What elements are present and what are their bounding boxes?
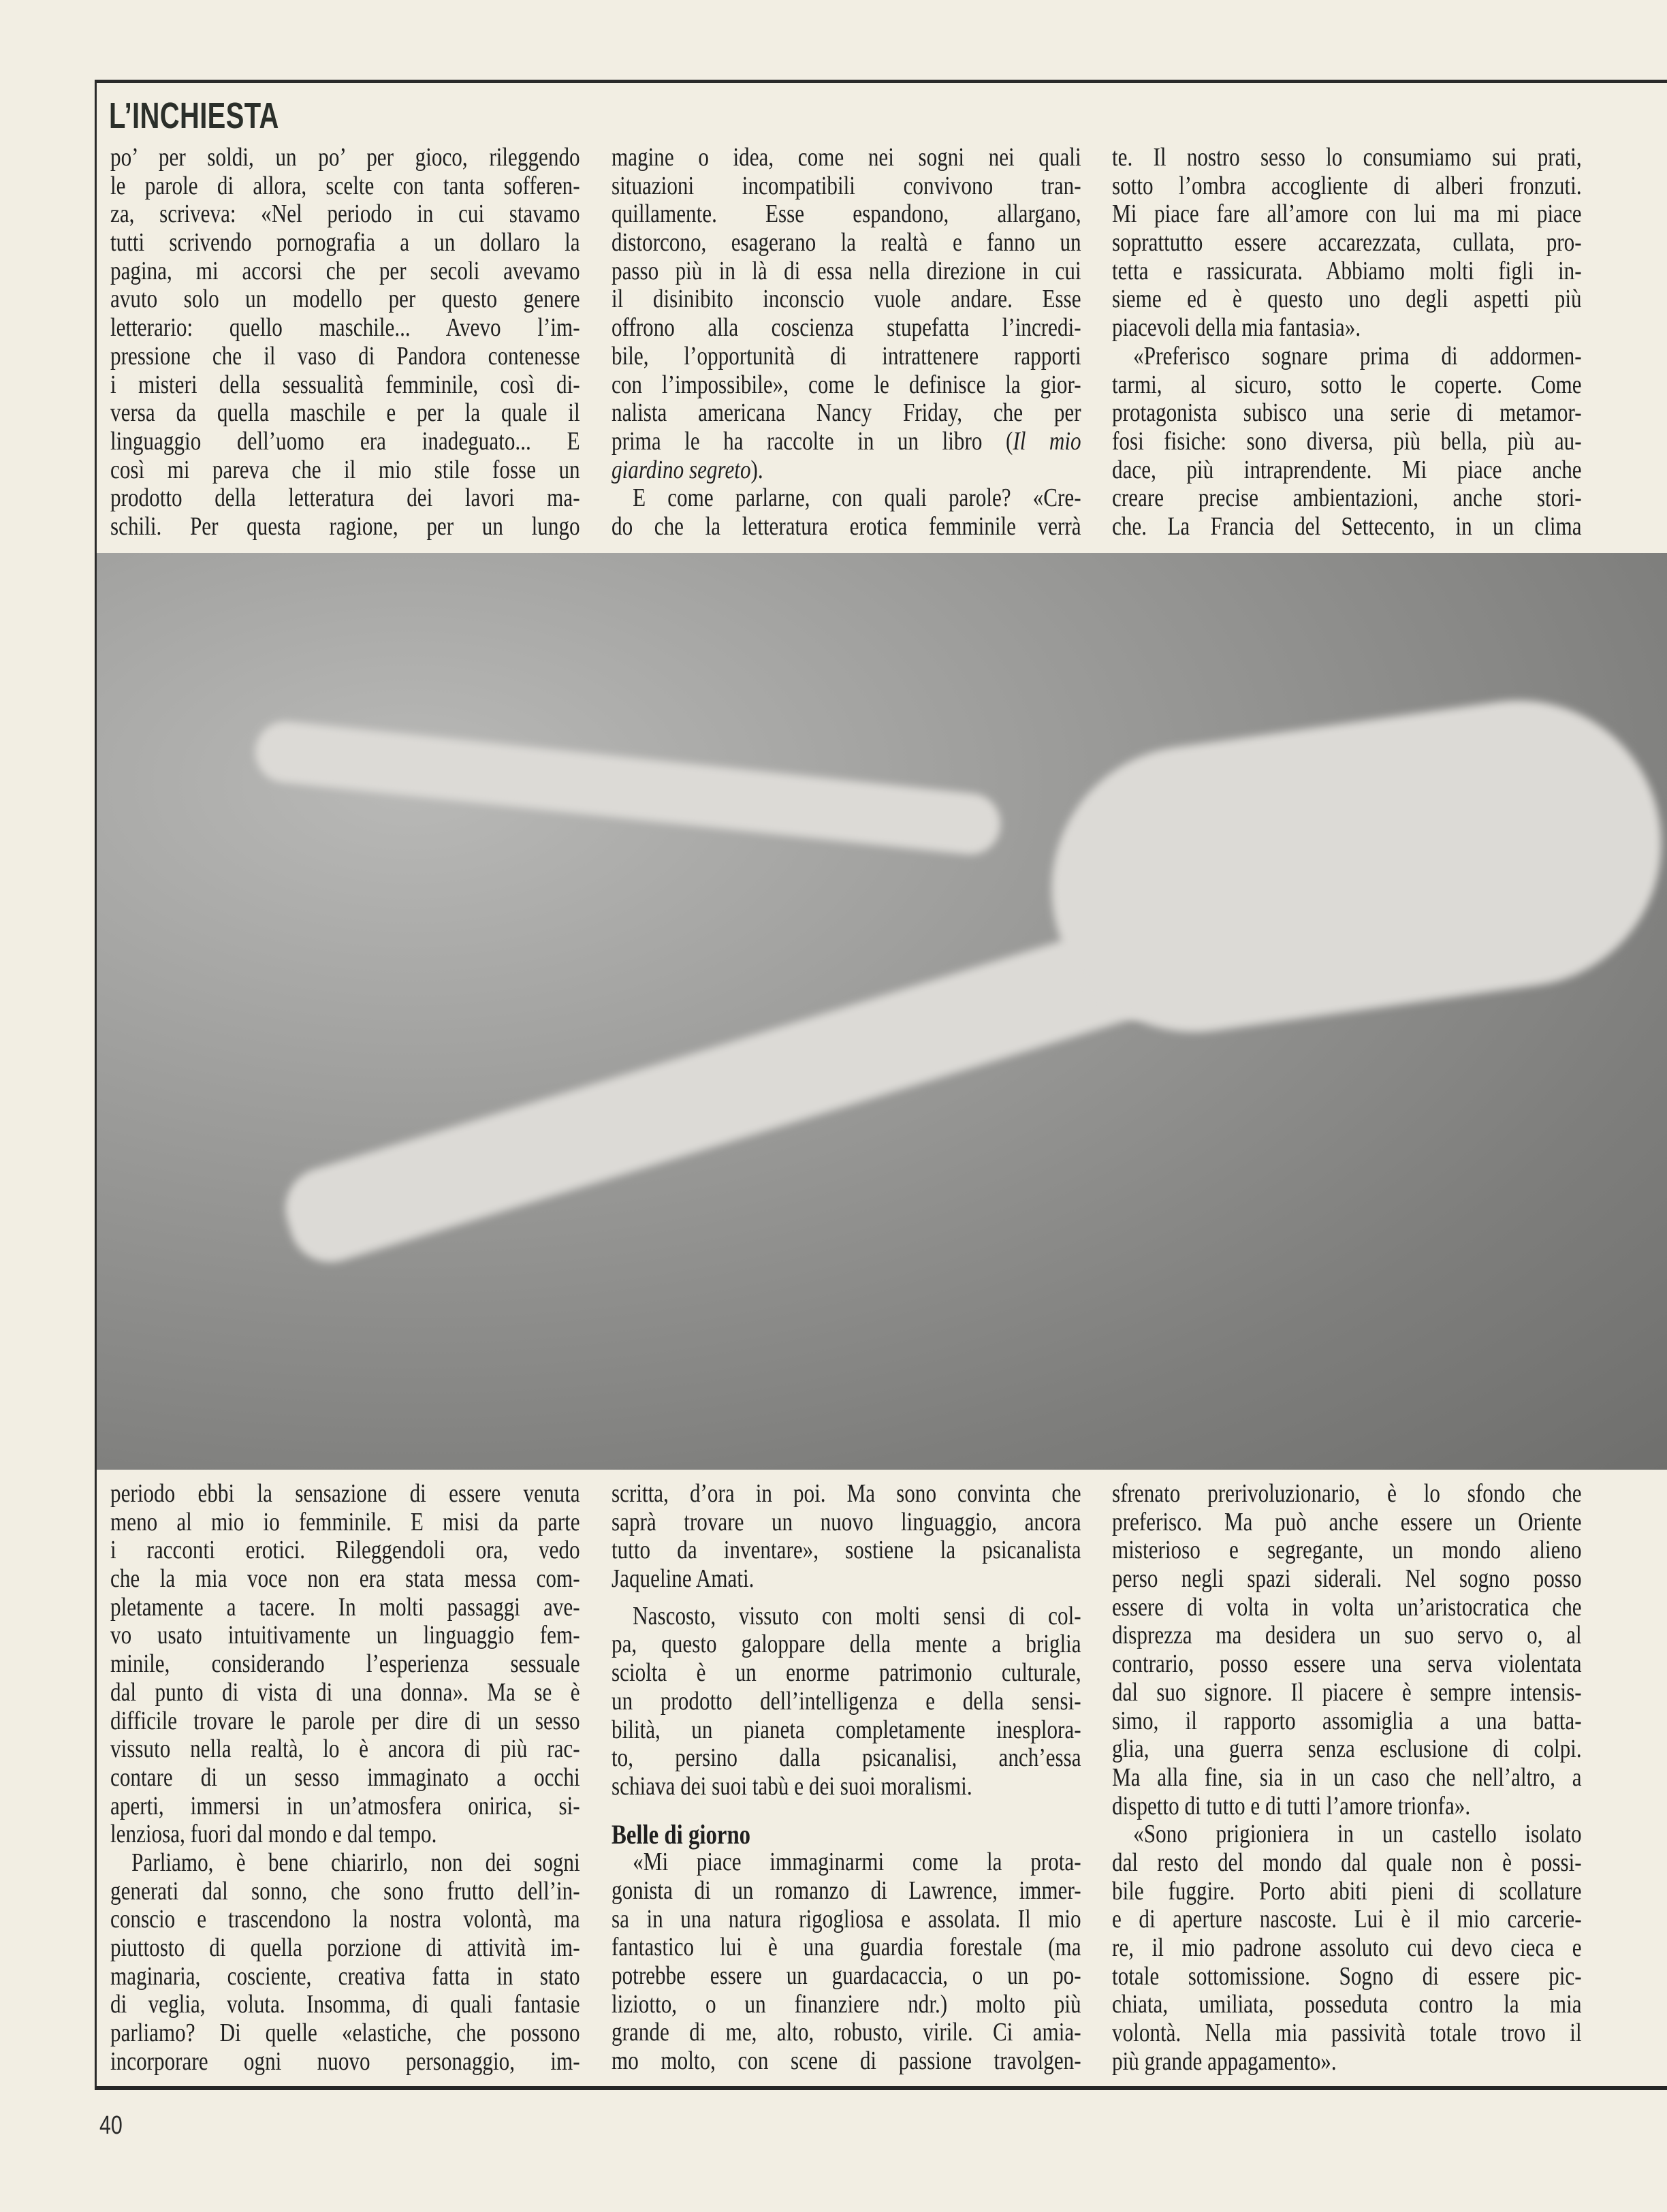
text-line: fosi fisiche: sono diversa, più bella, più au- xyxy=(1112,426,1582,456)
text-line: gonista di un romanzo di Lawrence, immer- xyxy=(612,1876,1081,1905)
text-line: chiata, umiliata, posseduta contro la mia xyxy=(1112,1990,1582,2019)
article-column-1-bottom xyxy=(110,1480,580,2076)
text-line: «Sono prigioniera in un castello isolato xyxy=(1133,1820,1582,1849)
text-line: contrario, posso essere una serva violentata xyxy=(1112,1649,1582,1679)
text-line: misterioso e segregante, un mondo alieno xyxy=(1112,1536,1582,1565)
text-line: schili. Per questa ragione, per un lungo xyxy=(110,511,580,541)
text-line: che la mia voce non era stata messa com- xyxy=(110,1564,580,1594)
photo-highlight xyxy=(252,718,1003,857)
text-line: bile fuggire. Porto abiti pieni di scollature xyxy=(1112,1876,1582,1906)
text-line: fantastico lui è una guardia forestale (ma xyxy=(612,1933,1081,1962)
bottom-rule xyxy=(95,2086,1667,2090)
text-line: più grande appagamento». xyxy=(1112,2047,1337,2076)
text-line: di veglia, voluta. Insomma, di quali fantasie xyxy=(110,1990,580,2019)
article-column-3-top xyxy=(1112,144,1582,541)
text-line: i racconti erotici. Rileggendoli ora, vedo xyxy=(110,1536,580,1565)
text-line: tutti scrivendo pornografia a un dollaro la xyxy=(110,228,580,257)
text-line: incorporare ogni nuovo personaggio, im- xyxy=(110,2047,580,2076)
text-line: nalista americana Nancy Friday, che per xyxy=(612,398,1081,428)
text-span: prima le ha raccolte in un libro ( xyxy=(612,426,1013,456)
text-line: e di aperture nascoste. Lui è il mio carcerie- xyxy=(1112,1905,1582,1934)
text-line: «Mi piace immaginarmi come la prota- xyxy=(633,1848,1081,1877)
text-line: Nascosto, vissuto con molti sensi di col- xyxy=(633,1601,1081,1630)
text-line: che. La Francia del Settecento, in un clima xyxy=(1112,511,1582,541)
text-line: tutto da inventare», sostiene la psicanalista xyxy=(612,1536,1081,1565)
text-line: protagonista subisco una serie di metamor- xyxy=(1112,398,1582,428)
text-line: glia, una guerra senza esclusione di colpi. xyxy=(1112,1735,1582,1764)
text-line: saprà trovare un nuovo linguaggio, ancora xyxy=(612,1507,1081,1536)
text-line: pressione che il vaso di Pandora contenesse xyxy=(110,341,580,370)
text-line: passo più in là di essa nella direzione in cui xyxy=(612,256,1081,285)
text-line: essere di volta in volta un’aristocratica che xyxy=(1112,1592,1582,1622)
text-line: scritta, d’ora in poi. Ma sono convinta che xyxy=(612,1479,1081,1508)
text-line: re, il mio padrone assoluto cui devo cieca e xyxy=(1112,1933,1582,1962)
subheading: Belle di giorno xyxy=(612,1818,751,1850)
text-line: situazioni incompatibili convivono tran- xyxy=(612,171,1081,200)
paragraph xyxy=(612,1848,1081,2076)
text-line: sotto l’ombra accogliente di alberi fronzuti. xyxy=(1112,171,1582,200)
text-line: generati dal sonno, che sono frutto dell’in- xyxy=(110,1876,580,1906)
text-line: do che la letteratura erotica femminile verrà xyxy=(612,511,1081,541)
text-line: piuttosto di quella porzione di attività im- xyxy=(110,1933,580,1962)
text-line: mo molto, con scene di passione travolgen- xyxy=(612,2047,1081,2076)
text-line: bile, l’opportunità di intrattenere rapporti xyxy=(612,341,1081,370)
text-line: bilità, un pianeta completamente inesplora- xyxy=(612,1715,1081,1744)
top-rule xyxy=(95,80,1667,83)
text-line: dal punto di vista di una donna». Ma se è xyxy=(110,1677,580,1707)
paragraph xyxy=(612,1602,1081,1801)
text-line: prodotto della letteratura dei lavori ma- xyxy=(110,484,580,513)
italic-title: Il mio xyxy=(1013,426,1081,456)
text-line: Parliamo, è bene chiarirlo, non dei sogni xyxy=(131,1848,580,1877)
text-line: totale sottomissione. Sogno di essere pic- xyxy=(1112,1961,1582,1991)
text-line: sieme ed è questo uno degli aspetti più xyxy=(1112,285,1582,314)
text-line: dace, più intraprendente. Mi piace anche xyxy=(1112,455,1582,484)
text-line: periodo ebbi la sensazione di essere venuta xyxy=(110,1479,580,1508)
section-title: L’INCHIESTA xyxy=(109,95,279,136)
text-line: E come parlarne, con quali parole? «Cre- xyxy=(633,484,1081,513)
article-column-2-top xyxy=(612,144,1081,541)
text-line: preferisco. Ma può anche essere un Oriente xyxy=(1112,1507,1582,1536)
text-line: avuto solo un modello per questo genere xyxy=(110,285,580,314)
article-column-3-bottom xyxy=(1112,1480,1582,2076)
article-photo xyxy=(97,553,1667,1470)
text-line: il disinibito inconscio vuole andare. Esse xyxy=(612,285,1081,314)
paragraph xyxy=(110,144,580,541)
paragraph xyxy=(1112,144,1582,343)
text-line: maginaria, cosciente, creativa fatta in stato xyxy=(110,1961,580,1991)
text-line: sfrenato prerivoluzionario, è lo sfondo che xyxy=(1112,1479,1582,1508)
text-line: meno al mio io femminile. E misi da parte xyxy=(110,1507,580,1536)
paragraph xyxy=(1112,1480,1582,1820)
text-line: letterario: quello maschile... Avevo l’im- xyxy=(110,313,580,343)
text-line: grande di me, alto, robusto, virile. Ci amia- xyxy=(612,2018,1081,2047)
text-line: vissuto nella realtà, lo è ancora di più rac- xyxy=(110,1735,580,1764)
text-line: simo, il rapporto assomiglia a una batta- xyxy=(1112,1706,1582,1735)
text-line: conscio e trascendono la nostra volontà, ma xyxy=(110,1905,580,1934)
text-line: difficile trovare le parole per dire di un sesso xyxy=(110,1706,580,1735)
text-line: schiava dei suoi tabù e dei suoi moralismi. xyxy=(612,1771,972,1801)
text-line: piacevoli della mia fantasia». xyxy=(1112,313,1361,343)
text-line: sa in una natura rigogliosa e assolata. Il mio xyxy=(612,1904,1081,1933)
text-line: dal suo signore. Il piacere è sempre intensis- xyxy=(1112,1677,1582,1707)
text-line: offrono alla coscienza stupefatta l’incredi- xyxy=(612,313,1081,343)
text-line: «Preferisco sognare prima di addormen- xyxy=(1133,341,1582,370)
text-line: Ma alla fine, sia in un caso che nell’altro, a xyxy=(1112,1763,1582,1792)
text-line: lenziosa, fuori dal mondo e dal tempo. xyxy=(110,1820,437,1849)
text-line: tetta e rassicurata. Abbiamo molti figli in- xyxy=(1112,256,1582,285)
text-line xyxy=(612,456,1081,485)
paragraph xyxy=(1112,343,1582,541)
paragraph xyxy=(110,1480,580,1849)
text-line: dal resto del mondo dal quale non è possi- xyxy=(1112,1848,1582,1877)
text-line: così mi pareva che il mio stile fosse un xyxy=(110,455,580,484)
paragraph xyxy=(612,144,1081,484)
text-line: vo usato intuitivamente un linguaggio fem- xyxy=(110,1621,580,1650)
text-line: linguaggio dell’uomo era inadeguato... E xyxy=(110,426,580,456)
text-line: tarmi, al sicuro, sotto le coperte. Come xyxy=(1112,370,1582,399)
text-line: quillamente. Esse espandono, allargano, xyxy=(612,200,1081,229)
text-line: potrebbe essere un guardacaccia, o un po- xyxy=(612,1961,1081,1991)
paragraph xyxy=(612,484,1081,541)
text-line: le parole di allora, scelte con tanta sofferen- xyxy=(110,171,580,200)
text-line: to, persino dalla psicanalisi, anch’essa xyxy=(612,1743,1081,1773)
text-line: un prodotto dell’intelligenza e della sensi- xyxy=(612,1686,1081,1716)
text-line: versa da quella maschile e per la quale il xyxy=(110,398,580,428)
paragraph xyxy=(612,1480,1081,1594)
article-column-2-bottom xyxy=(612,1480,1081,2076)
text-line: contare di un sesso immaginato a occhi xyxy=(110,1763,580,1792)
article-column-1-top xyxy=(110,144,580,541)
text-span: ). xyxy=(750,455,763,484)
page-number: 40 xyxy=(99,2111,123,2140)
paragraph xyxy=(1112,1820,1582,2076)
text-line: pletamente a tacere. In molti passaggi ave- xyxy=(110,1592,580,1622)
text-line: aperti, immersi in un’atmosfera onirica, si- xyxy=(110,1791,580,1820)
paragraph xyxy=(110,1849,580,2076)
text-line: volontà. Nella mia passività totale trovo il xyxy=(1112,2019,1582,2048)
text-line: Mi piace fare all’amore con lui ma mi piace xyxy=(1112,200,1582,229)
text-line: con l’impossibile», come le definisce la gior- xyxy=(612,370,1081,399)
text-line: sciolta è un enorme patrimonio culturale, xyxy=(612,1658,1081,1688)
text-line: disprezza ma desidera un suo servo o, al xyxy=(1112,1621,1582,1650)
text-line: za, scriveva: «Nel periodo in cui stavamo xyxy=(110,200,580,229)
text-line xyxy=(612,428,1081,456)
text-line: perso negli spazi siderali. Nel sogno posso xyxy=(1112,1564,1582,1594)
text-line: parliamo? Di quelle «elastiche, che possono xyxy=(110,2019,580,2048)
text-line: te. Il nostro sesso lo consumiamo sui prati, xyxy=(1112,143,1582,172)
text-line: minile, considerando l’esperienza sessuale xyxy=(110,1649,580,1679)
text-line: Jaqueline Amati. xyxy=(612,1564,755,1594)
text-line: i misteri della sessualità femminile, così di- xyxy=(110,370,580,399)
text-line: magine o idea, come nei sogni nei quali xyxy=(612,143,1081,172)
text-line: creare precise ambientazioni, anche stori- xyxy=(1112,484,1582,513)
text-line: pagina, mi accorsi che per secoli avevamo xyxy=(110,256,580,285)
text-line: dispetto di tutto e di tutti l’amore trionfa». xyxy=(1112,1791,1471,1820)
text-line: distorcono, esagerano la realtà e fanno un xyxy=(612,228,1081,257)
text-line: liziotto, o un finanziere ndr.) molto più xyxy=(612,1989,1081,2019)
italic-title: giardino segreto xyxy=(612,455,751,484)
text-line: pa, questo galoppare della mente a briglia xyxy=(612,1630,1081,1659)
photo-highlight xyxy=(1033,682,1667,1050)
text-line: soprattutto essere accarezzata, cullata, pro- xyxy=(1112,228,1582,257)
text-line: po’ per soldi, un po’ per gioco, rileggendo xyxy=(110,143,580,172)
